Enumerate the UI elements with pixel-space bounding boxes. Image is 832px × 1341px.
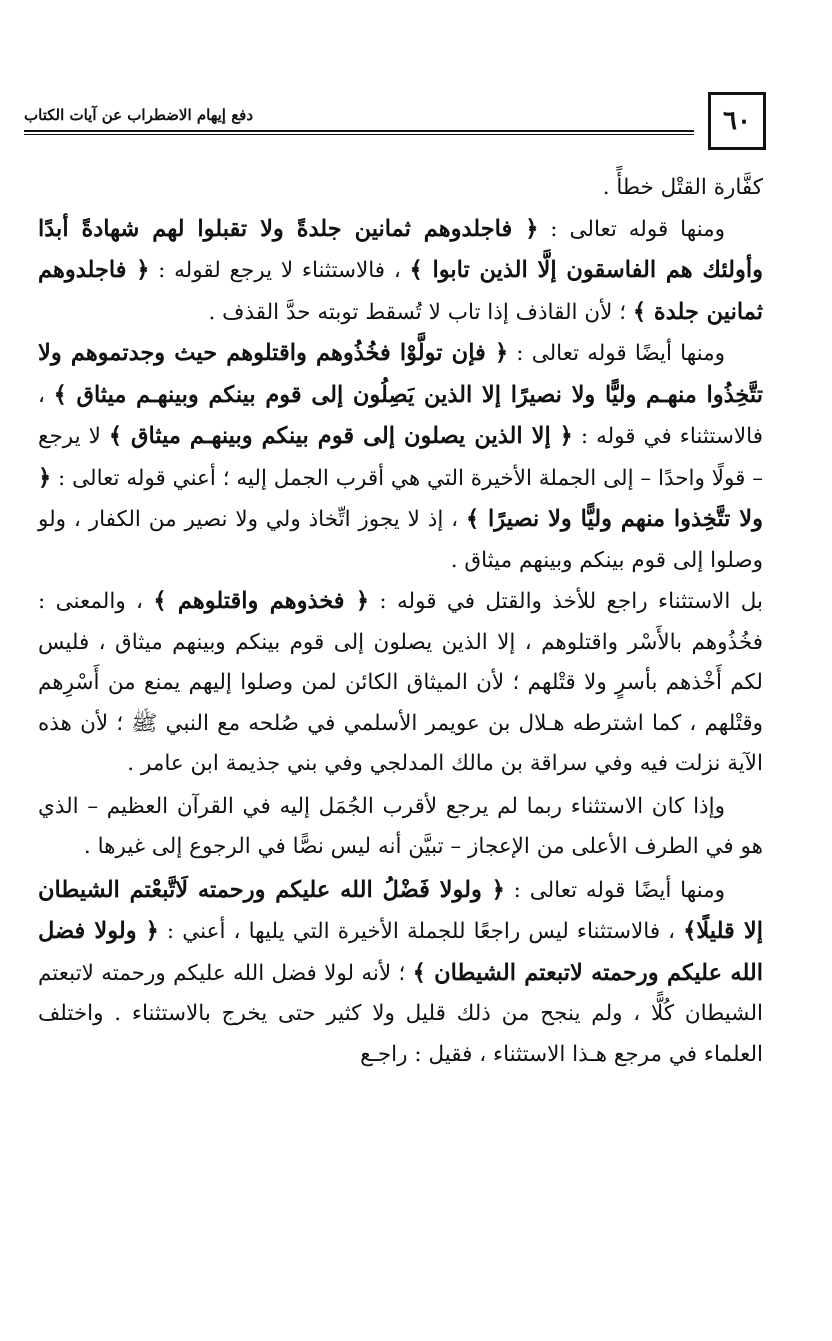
quran-verse: ﴿ إلا الذين يصلون إلى قوم بينكم وبينهـم ميثاق ﴾ <box>108 423 573 449</box>
paragraph-4 <box>38 581 763 785</box>
body-text: كفَّارة القتْل خطأً . <box>602 175 763 200</box>
body-text: ومنها قوله تعالى : <box>538 216 725 242</box>
body-text: ومنها أيضًا قوله تعالى : <box>504 877 725 903</box>
quran-verse: ﴿ ولولا فَضْلُ الله عليكم ورحمته لَاتَّبعْتم الشيطان إلا قليلًا﴾ <box>38 876 763 944</box>
quran-verse: ﴿ فاجلدوهم ثمانين جلدة ﴾ <box>38 257 763 325</box>
quran-verse: ﴿ ولا تتَّخِذوا منهم وليًّا ولا نصيرًا ﴾ <box>38 464 763 532</box>
page-number: ٦٠ <box>723 106 751 136</box>
quran-verse: ﴿ ولولا فضل الله عليكم ورحمته لاتبعتم الشيطان ﴾ <box>38 918 764 986</box>
body-text: وإذا كان الاستثناء ربما لم يرجع لأقرب الجُمَل إليه في القرآن العظيم – الذي هو في الطرف الأعلى من الإعجاز – تبيَّن أنه ليس نصًّا في الرجوع إلى غيرها . <box>38 793 763 859</box>
paragraph-6 <box>38 870 763 1076</box>
page-header <box>24 92 766 172</box>
body-text: ، فالاستثناء لا يرجع لقوله : <box>149 258 410 283</box>
body-text: لا يرجع – قولًا واحدًا – إلى الجملة الأخيرة التي هي أقرب الجمل إليه ؛ أعني قوله تعالى : <box>38 424 763 491</box>
body-text: ؛ لأنه لولا فضل الله عليكم ورحمته لاتبعتم الشيطان كُلًّا ، ولم ينجح من ذلك قليل ولا كثير حتى يخرج بالاستثناء . واختلف العلماء في مرجع هـذا الاستثناء ، فقيل : راجـع <box>38 960 763 1067</box>
running-title: دفع إيهام الاضطراب عن آيات الكتاب <box>24 106 254 124</box>
paragraph-2 <box>38 209 763 334</box>
page-number-box <box>708 92 766 150</box>
body-text: ، والمعنى : فخُذُوهم بالأَسْر واقتلوهم ، إلا الذين يصلون إلى قوم بينكم وبينهم ميثاق ، فليس لكم أَخْذهم بأسرٍ ولا قتْلهم ؛ لأن الميثاق الكائن لمن وصلوا إليهم يمنع من أَسْرِهم وقتْلهم ، كما اشترطه هـلال بن عويمر الأسلمي في صُلحه مع النبي ﷺ ؛ لأن هذه الآية نزلت فيه وفي سراقة بن مالك المدلجي وفي بني جذيمة ابن عامر . <box>38 589 763 776</box>
body-text: ومنها أيضًا قوله تعالى : <box>508 341 725 366</box>
page-body <box>38 168 763 1075</box>
paragraph-1 <box>38 168 763 209</box>
body-text: ، فالاستثناء ليس راجعًا للجملة الأخيرة التي يليها ، أعني : <box>158 919 684 944</box>
body-text: ، فالاستثناء في قوله : <box>38 382 763 449</box>
quran-verse: ﴿ فإن تولَّوْا فخُذُوهم واقتلوهم حيث وجدتموهم ولا تتَّخِذُوا منهـم وليًّا ولا نصيرًا إلا الذين يَصِلُون إلى قوم بينكم وبينهـم ميثاق ﴾ <box>38 340 763 408</box>
paragraph-5 <box>38 787 763 868</box>
quran-verse: ﴿ فخذوهم واقتلوهم ﴾ <box>153 588 370 614</box>
body-text: ؛ لأن القاذف إذا تاب لا تُسقط توبته حدَّ القذف . <box>208 299 633 325</box>
body-text: بل الاستثناء راجع للأخذ والقتل في قوله : <box>369 589 763 614</box>
body-text: ، إذ لا يجوز اتِّخاذ ولي ولا نصير من الكفار ، ولو وصلوا إلى قوم بينكم وبينهم ميثاق . <box>38 507 763 573</box>
header-rule <box>24 130 694 135</box>
paragraph-3 <box>38 333 763 581</box>
quran-verse: ﴿ فاجلدوهم ثمانين جلدةً ولا تقبلوا لهم شهادةً أبدًا وأولئك هم الفاسقون إلَّا الذين تابوا ﴾ <box>38 215 763 283</box>
